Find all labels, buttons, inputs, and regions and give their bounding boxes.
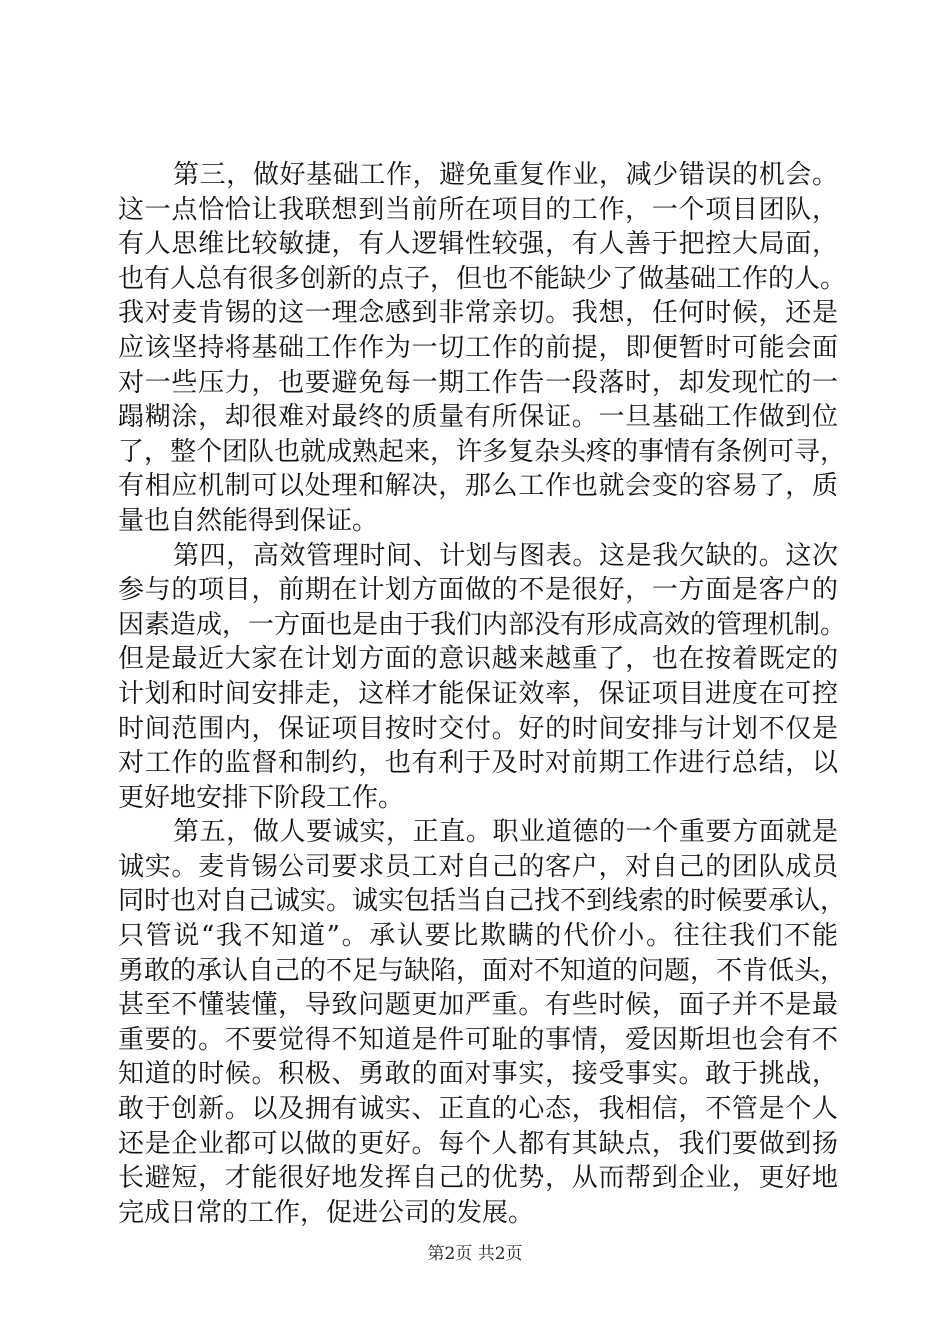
text-line: 有相应机制可以处理和解决，那么工作也就会变的容易了，质 [118, 471, 838, 502]
text-line: 长避短，才能很好地发挥自己的优势，从而帮到企业，更好地 [118, 1163, 838, 1194]
text-line: 有人思维比较敏捷，有人逻辑性较强，有人善于把控大局面， [118, 229, 838, 260]
text-line: 第三，做好基础工作，避免重复作业，减少错误的机会。 [173, 160, 838, 190]
text-line: 因素造成，一方面也是由于我们内部没有形成高效的管理机制。 [118, 609, 847, 640]
text-line: 只管说“我不知道”。承认要比欺瞒的代价小。往往我们不能 [118, 921, 838, 952]
text-line: 重要的。不要觉得不知道是件可耻的事情，爱因斯坦也会有不 [118, 1024, 838, 1055]
text-line: 完成日常的工作，促进公司的发展。 [118, 1197, 535, 1228]
text-line: 更好地安排下阶段工作。 [118, 782, 405, 813]
text-line: 诚实。麦肯锡公司要求员工对自己的客户，对自己的团队成员 [118, 851, 838, 882]
text-line: 这一点恰恰让我联想到当前所在项目的工作，一个项目团队， [118, 194, 838, 225]
text-line: 知道的时候。积极、勇敢的面对事实，接受事实。敢于挑战， [118, 1059, 838, 1090]
text-line: 了，整个团队也就成熟起来，许多复杂头疼的事情有条例可寻， [118, 436, 847, 467]
text-line: 第五，做人要诚实，正直。职业道德的一个重要方面就是 [173, 817, 838, 848]
text-line: 计划和时间安排走，这样才能保证效率，保证项目进度在可控 [118, 678, 838, 709]
paragraph-3 [118, 158, 847, 539]
text-line: 第四，高效管理时间、计划与图表。这是我欠缺的。这次 [173, 540, 838, 571]
paragraph-5 [118, 815, 847, 1230]
text-line: 勇敢的承认自己的不足与缺陷，面对不知道的问题，不肯低头， [118, 955, 847, 986]
page-footer: 第2页 共2页 [427, 1244, 523, 1264]
text-line: 但是最近大家在计划方面的意识越来越重了，也在按着既定的 [118, 644, 838, 675]
text-line: 我对麦肯锡的这一理念感到非常亲切。我想，任何时候，还是 [118, 298, 838, 329]
paragraph-4 [118, 539, 847, 816]
text-line: 对一些压力，也要避免每一期工作告一段落时，却发现忙的一 [118, 367, 838, 398]
text-line: 也有人总有很多创新的点子，但也不能缺少了做基础工作的人。 [118, 263, 847, 294]
text-line: 应该坚持将基础工作作为一切工作的前提，即便暂时可能会面 [118, 332, 838, 363]
text-line: 蹋糊涂，却很难对最终的质量有所保证。一旦基础工作做到位 [118, 402, 838, 433]
text-line: 对工作的监督和制约，也有利于及时对前期工作进行总结，以 [118, 748, 838, 779]
text-line: 还是企业都可以做的更好。每个人都有其缺点，我们要做到扬 [118, 1128, 838, 1159]
text-line: 敢于创新。以及拥有诚实、正直的心态，我相信，不管是个人 [118, 1094, 838, 1125]
text-line: 量也自然能得到保证。 [118, 505, 379, 536]
text-line: 时间范围内，保证项目按时交付。好的时间安排与计划不仅是 [118, 713, 838, 744]
text-line: 同时也对自己诚实。诚实包括当自己找不到线索的时候要承认， [118, 886, 847, 917]
text-line: 甚至不懂装懂，导致问题更加严重。有些时候，面子并不是最 [118, 990, 838, 1021]
text-line: 参与的项目，前期在计划方面做的不是很好，一方面是客户的 [118, 575, 838, 606]
body-text [118, 158, 847, 1230]
